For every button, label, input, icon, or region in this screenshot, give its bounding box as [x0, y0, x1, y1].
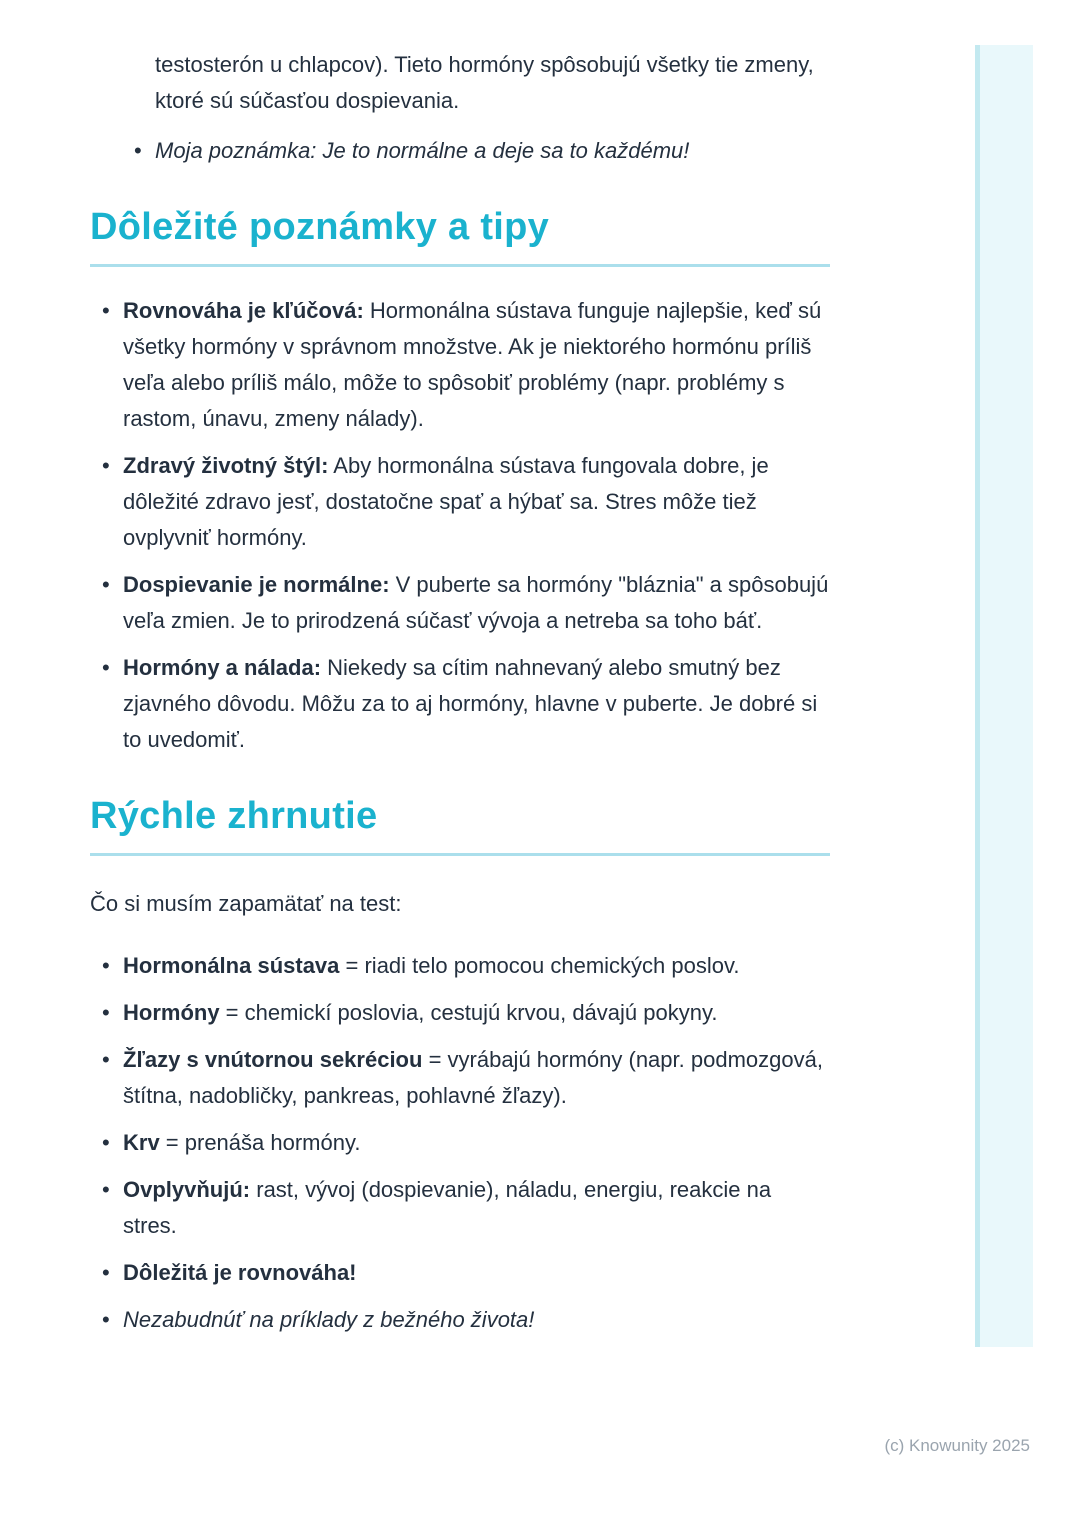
list-item	[90, 567, 830, 639]
page-accent-bar	[975, 45, 1033, 1347]
list-item	[90, 448, 830, 556]
list-item	[90, 1125, 830, 1161]
list-item-text: rast, vývoj (dospievanie), náladu, energiu, reakcie na stres.	[123, 1177, 772, 1238]
list-item-text: = prenáša hormóny.	[159, 1130, 361, 1155]
list-item-text: = chemickí poslovia, cestujú krvou, dávajú pokyny.	[219, 1000, 718, 1025]
list-item-note	[90, 1302, 830, 1338]
list-item-lead: Žľazy s vnútornou sekréciou	[123, 1047, 423, 1072]
list-item-lead: Dospievanie je normálne:	[123, 572, 390, 597]
paragraph-continuation: testosterón u chlapcov). Tieto hormóny spôsobujú všetky tie zmeny, ktoré sú súčasťou dospievania.	[155, 52, 814, 113]
list-item-lead: Ovplyvňujú:	[123, 1177, 251, 1202]
page-content	[90, 47, 830, 1349]
list-item-text: Hormonálna sústava funguje najlepšie, keď sú všetky hormóny v správnom množstve. Ak je niektorého hormónu príliš veľa alebo príliš málo, môže to spôsobiť problémy (napr. problémy s rastom, únavu, zmeny nálady).	[123, 298, 822, 431]
list-item-lead: Hormóny	[123, 1000, 220, 1025]
list-item-note: • Moja poznámka: Je to normálne a deje sa to každému!	[90, 133, 830, 169]
list-item-text: Aby hormonálna sústava fungovala dobre, je dôležité zdravo jesť, dostatočne spať a hýbať sa. Stres môže tiež ovplyvniť hormóny.	[123, 453, 769, 550]
list-item-text: Nezabudnúť na príklady z bežného života!	[123, 1307, 535, 1332]
list-item-text: Niekedy sa cítim nahnevaný alebo smutný bez zjavného dôvodu. Môžu za to aj hormóny, hlavne v puberte. Je dobré si to uvedomiť.	[123, 655, 818, 752]
list-item-lead: Dôležitá je rovnováha!	[123, 1260, 357, 1285]
copyright-footer: (c) Knowunity 2025	[884, 1436, 1030, 1455]
list-item	[90, 1255, 830, 1291]
summary-list	[90, 948, 830, 1338]
tips-list	[90, 293, 830, 758]
list-item	[90, 995, 830, 1031]
list-item-text: = riadi telo pomocou chemických poslov.	[339, 953, 740, 978]
note-list	[90, 133, 830, 169]
list-item	[90, 1042, 830, 1114]
list-item-text: V puberte sa hormóny "bláznia" a spôsobujú veľa zmien. Je to prirodzená súčasť vývoja a netreba sa toho báť.	[123, 572, 829, 633]
section-title-tips: Dôležité poznámky a tipy	[90, 206, 550, 248]
section-divider	[90, 853, 830, 856]
list-item-lead: Hormonálna sústava	[123, 953, 340, 978]
list-item-lead: Zdravý životný štýl:	[123, 453, 329, 478]
list-item-lead: Hormóny a nálada:	[123, 655, 322, 680]
section-title-summary: Rýchle zhrnutie	[90, 795, 378, 837]
list-item-text: = vyrábajú hormóny (napr. podmozgová, štítna, nadobličky, pankreas, pohlavné žľazy).	[123, 1047, 823, 1108]
list-item	[90, 293, 830, 437]
list-item-lead: Rovnováha je kľúčová:	[123, 298, 364, 323]
list-item	[90, 1172, 830, 1244]
list-item	[90, 650, 830, 758]
section-divider	[90, 264, 830, 267]
list-item-lead: Krv	[123, 1130, 160, 1155]
summary-lead: Čo si musím zapamätať na test:	[90, 891, 402, 916]
list-item	[90, 948, 830, 984]
